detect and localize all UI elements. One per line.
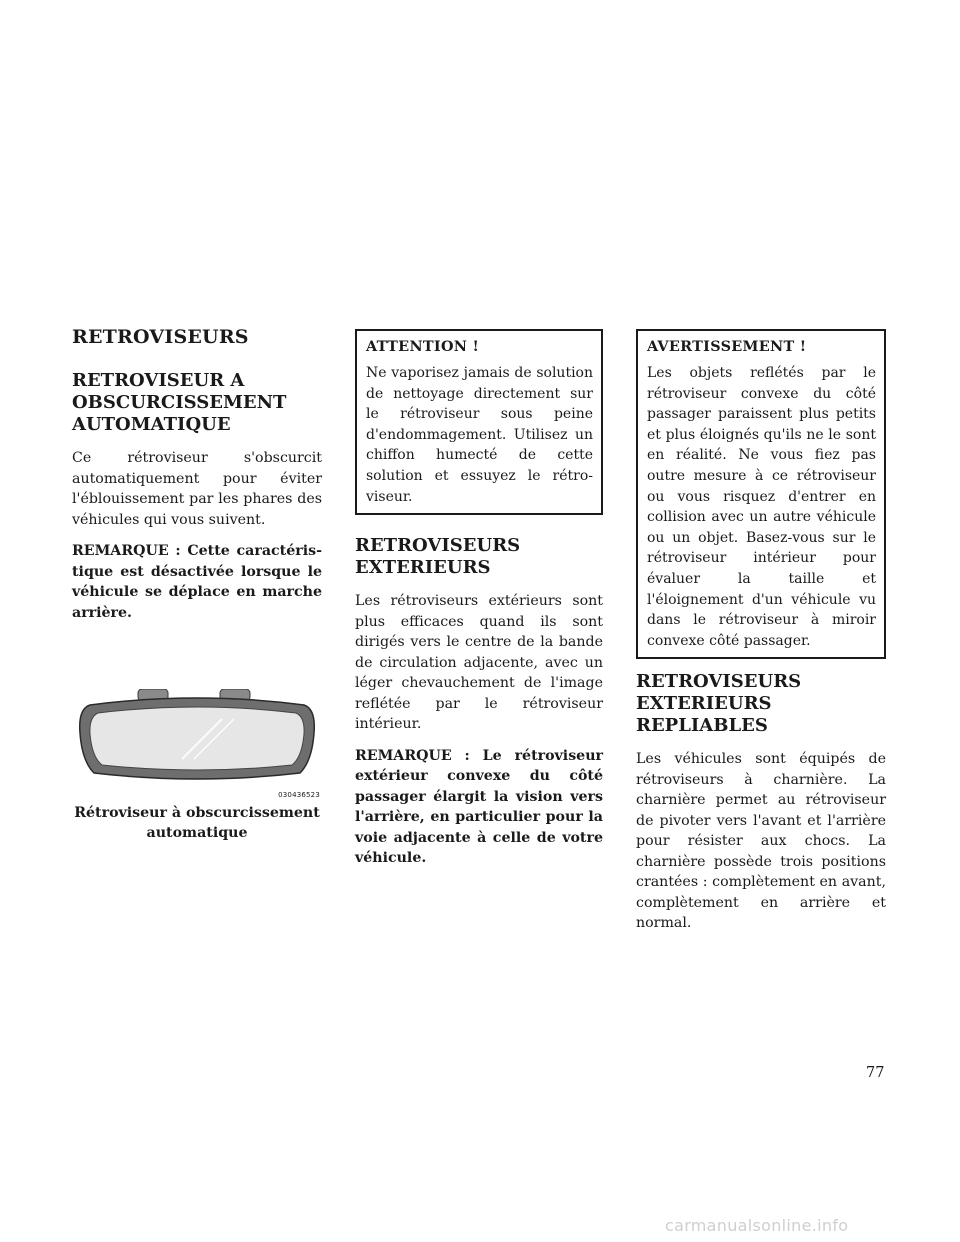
page-number: 77 xyxy=(866,1065,885,1081)
warning-text: Les objets reflétés par le rétroviseur convexe du côté passager paraissent plus petits et plus éloignés qu'ils ne le sont en réalité. Ne vous fiez pas outre mesure à ce rétroviseur ou vous risquez d'entrer en collision avec un autre véhicule ou un objet. Basez-vous sur le rétroviseur intérieur pour évaluer la taille et l'éloignement d'un véhicule vu dans le rétroviseur à miroir convexe côté passager. xyxy=(647,365,876,649)
attention-text: Ne vaporisez jamais de solution de nettoyage directement sur le rétroviseur sous peine d'endommagement. Utilisez un chiffon humecté de cette solution et essuyez le rétroviseur. xyxy=(366,365,593,505)
attention-box xyxy=(355,329,603,515)
exterior-mirrors-note: REMARQUE : Le rétroviseur extérieur convexe du côté passager élargit la vision vers l'arrière, en particulier pour la voie adjacente à celle de votre véhicule. xyxy=(355,747,603,867)
exterior-mirrors-paragraph: Les rétroviseurs extérieurs sont plus efficaces quand ils sont dirigés vers le centre de la bande de circulation adjacente, avec un léger chevauchement de l'image reflétée par le rétroviseur intérieur. xyxy=(355,593,603,733)
subsection-title-folding-mirrors: RETROVISEURS EXTERIEURS REPLIABLES xyxy=(636,671,802,737)
auto-dimming-mirror-figure xyxy=(72,689,322,799)
figure-caption: Rétroviseur à obscurcissement automatique xyxy=(74,805,320,841)
section-title: RETROVISEURS xyxy=(72,326,249,348)
column-middle xyxy=(355,326,603,880)
column-left xyxy=(72,326,322,843)
watermark: carmanualsonline.info xyxy=(665,1216,849,1235)
warning-title: AVERTISSEMENT ! xyxy=(647,338,807,355)
attention-title: ATTENTION ! xyxy=(366,338,480,355)
auto-dimming-paragraph: Ce rétroviseur s'obscurcit automatiquement pour éviter l'éblouissement par les phares des véhicules qui vous suivent. xyxy=(72,450,322,528)
figure-code: 030436523 xyxy=(278,791,320,799)
auto-dimming-note: REMARQUE : Cette caractéristique est désactivée lorsque le véhicule se déplace en marche arrière. xyxy=(72,543,322,621)
warning-box xyxy=(636,329,886,659)
subsection-title-auto-dimming-mirror: RETROVISEUR A OBSCURCISSEMENT AUTOMATIQUE xyxy=(72,370,287,435)
column-right xyxy=(636,326,886,945)
rearview-mirror-illustration xyxy=(72,689,322,799)
folding-mirrors-paragraph: Les véhicules sont équipés de rétroviseurs à charnière. La charnière permet au rétroviseur de pivoter vers l'avant et l'arrière pour résister aux chocs. La charnière possède trois positions crantées : complètement en avant, complètement en arrière et normal. xyxy=(636,751,886,932)
subsection-title-exterior-mirrors: RETROVISEURS EXTERIEURS xyxy=(355,535,521,579)
